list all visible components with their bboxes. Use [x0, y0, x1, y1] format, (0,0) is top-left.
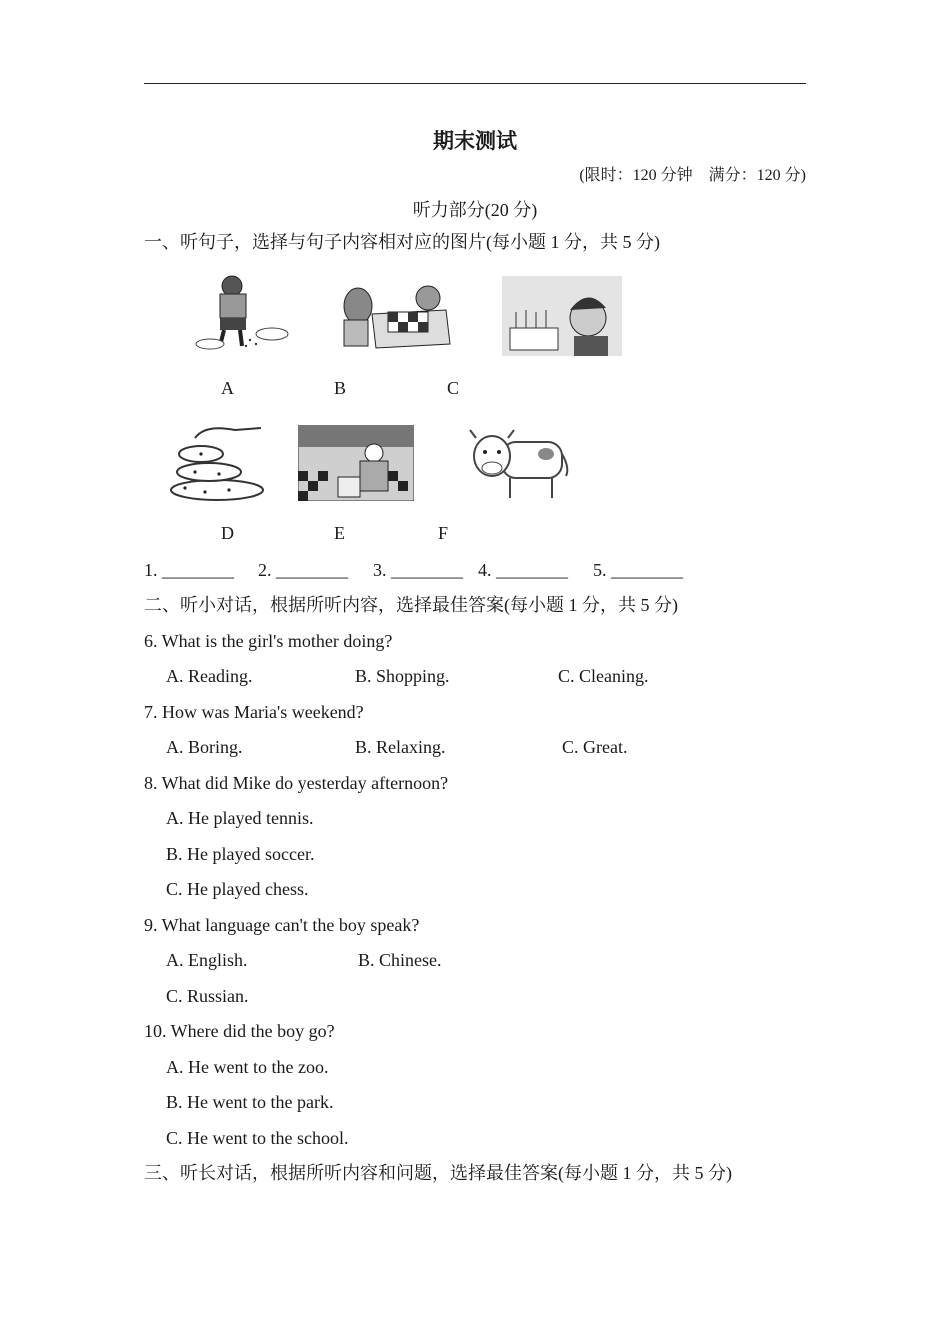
section3-heading: 三、听长对话，根据所听内容和问题，选择最佳答案(每小题 1 分，共 5 分) — [144, 1163, 732, 1183]
question-7: 7. How was Maria's weekend? — [144, 702, 364, 722]
question-9-option-b[interactable]: B. Chinese. — [358, 950, 442, 970]
picture-label-c: C — [447, 378, 460, 398]
question-8-option-b[interactable]: B. He played soccer. — [166, 844, 315, 864]
question-7-option-a[interactable]: A. Boring. — [166, 737, 243, 757]
question-9: 9. What language can't the boy speak? — [144, 915, 420, 935]
question-10: 10. Where did the boy go? — [144, 1021, 335, 1041]
answer-blank-5[interactable]: 5. ________ — [593, 560, 683, 580]
listening-part-title: 听力部分(20 分) — [412, 200, 538, 220]
picture-e-girl-shopping — [298, 425, 414, 501]
question-8-option-a[interactable]: A. He played tennis. — [166, 808, 314, 828]
question-10-option-b[interactable]: B. He went to the park. — [166, 1092, 334, 1112]
question-6-option-a[interactable]: A. Reading. — [166, 666, 253, 686]
page-title: 期末测试 — [433, 129, 517, 153]
picture-label-d: D — [221, 523, 234, 543]
question-10-option-a[interactable]: A. He went to the zoo. — [166, 1057, 329, 1077]
question-6: 6. What is the girl's mother doing? — [144, 631, 393, 651]
section1-heading: 一、听句子，选择与句子内容相对应的图片(每小题 1 分，共 5 分) — [144, 232, 660, 252]
question-6-option-b[interactable]: B. Shopping. — [355, 666, 450, 686]
picture-label-e: E — [334, 523, 345, 543]
picture-b-playing-chess — [336, 274, 454, 360]
time-score-limit: (限时：120 分钟 满分：120 分) — [579, 167, 806, 184]
question-7-option-c[interactable]: C. Great. — [562, 737, 628, 757]
question-7-option-b[interactable]: B. Relaxing. — [355, 737, 446, 757]
question-9-option-c[interactable]: C. Russian. — [166, 986, 249, 1006]
picture-f-cow — [468, 424, 572, 502]
answer-blank-1[interactable]: 1. ________ — [144, 560, 234, 580]
question-6-option-c[interactable]: C. Cleaning. — [558, 666, 649, 686]
picture-d-snake — [165, 418, 273, 504]
answer-blank-4[interactable]: 4. ________ — [478, 560, 568, 580]
answer-blank-2[interactable]: 2. ________ — [258, 560, 348, 580]
picture-a-feeding-chickens — [180, 272, 300, 358]
answer-blank-3[interactable]: 3. ________ — [373, 560, 463, 580]
picture-label-f: F — [438, 523, 449, 543]
question-8: 8. What did Mike do yesterday afternoon? — [144, 773, 449, 793]
top-rule — [144, 83, 806, 84]
question-8-option-c[interactable]: C. He played chess. — [166, 879, 309, 899]
picture-label-b: B — [334, 378, 347, 398]
question-9-option-a[interactable]: A. English. — [166, 950, 248, 970]
picture-label-a: A — [221, 378, 234, 398]
question-10-option-c[interactable]: C. He went to the school. — [166, 1128, 349, 1148]
picture-c-birthday-cake — [502, 276, 622, 356]
section2-heading: 二、听小对话，根据所听内容，选择最佳答案(每小题 1 分，共 5 分) — [144, 595, 678, 615]
